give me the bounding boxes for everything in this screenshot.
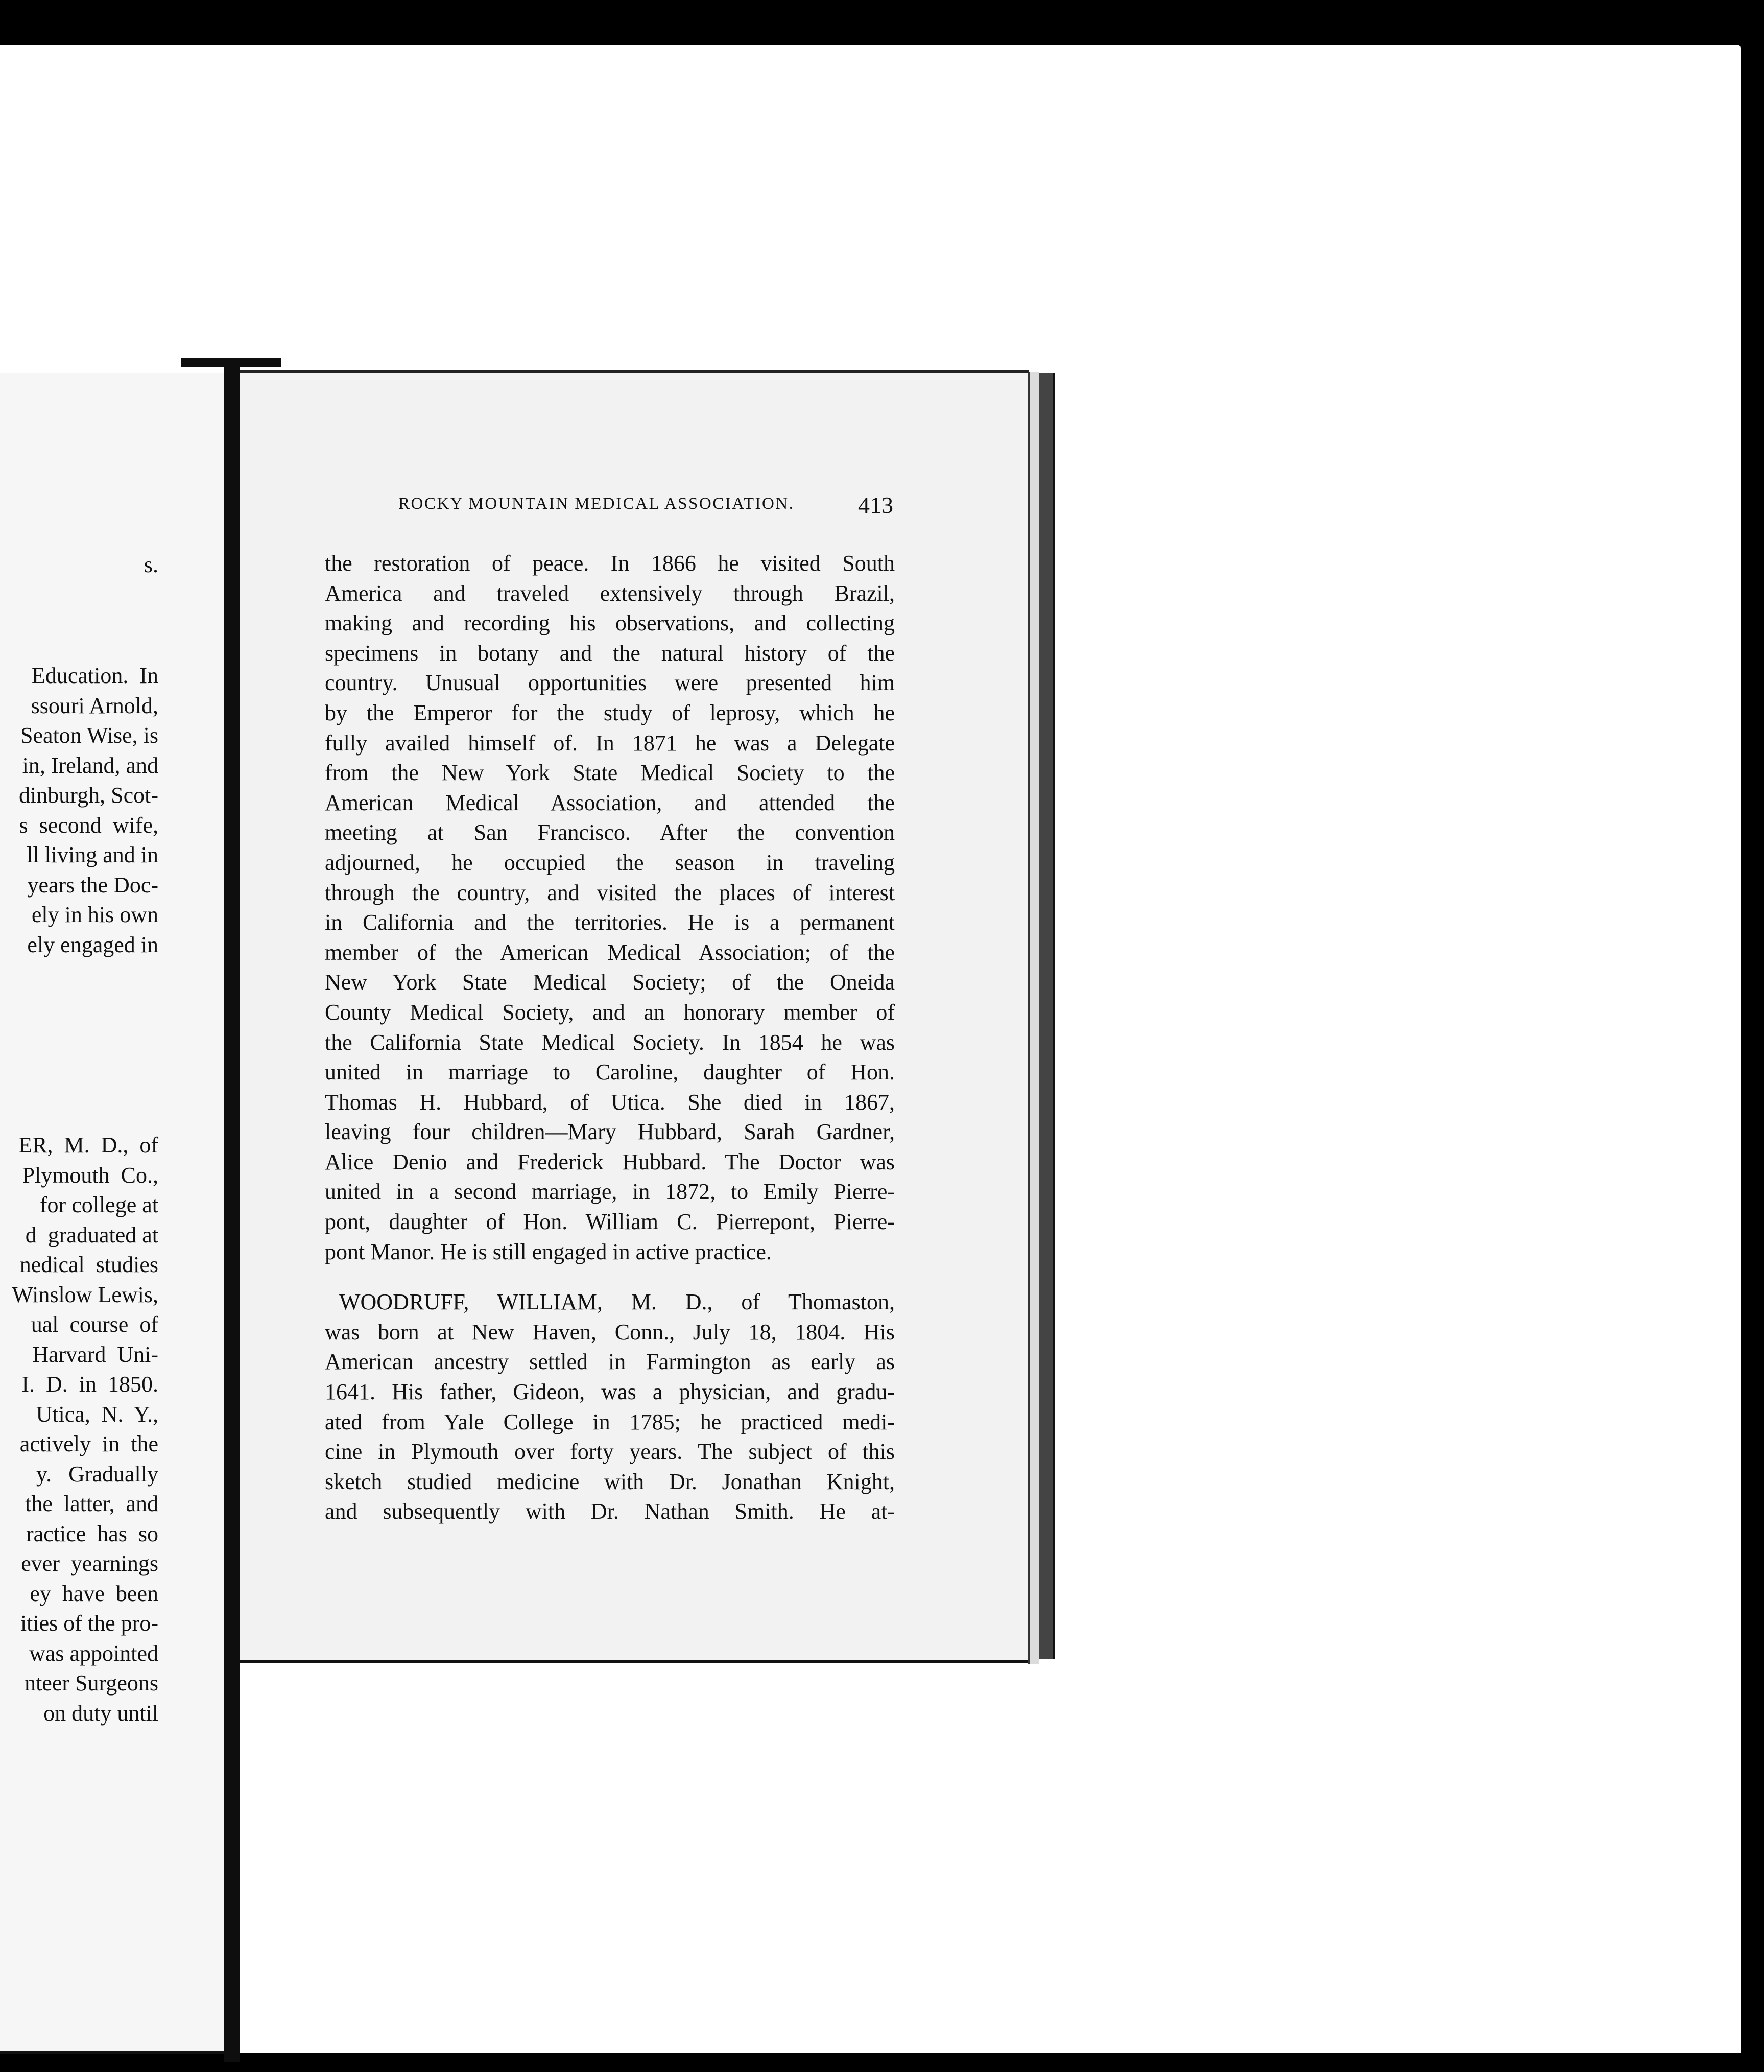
text-line: Alice Denio and Frederick Hubbard. The Doctor was — [325, 1149, 895, 1174]
text-line: in California and the territories. He is a permanent — [325, 910, 895, 935]
text-line: through the country, and visited the places of interest — [325, 880, 895, 905]
text-line: Education. In — [31, 663, 158, 688]
text-line: the latter, and — [25, 1491, 158, 1516]
text-line: the restoration of peace. In 1866 he visited South — [325, 551, 895, 576]
text-line: s second wife, — [19, 812, 158, 838]
text-line: ities of the pro- — [20, 1611, 158, 1636]
text-line: and subsequently with Dr. Nathan Smith. He at- — [325, 1499, 895, 1524]
text-line: nteer Surgeons — [25, 1670, 158, 1696]
text-line: member of the American Medical Association; of the — [325, 939, 895, 965]
text-line: pont Manor. He is still engaged in active practice. — [325, 1239, 772, 1264]
text-line: ll living and in — [27, 842, 158, 867]
text-line: ated from Yale College in 1785; he practiced medi- — [325, 1409, 895, 1434]
text-line: ER, M. D., of — [18, 1133, 158, 1158]
text-line: was born at New Haven, Conn., July 18, 1804. His — [325, 1319, 895, 1345]
text-line: on duty until — [43, 1700, 158, 1726]
text-line: making and recording his observations, and collecting — [325, 610, 895, 636]
text-line: Thomas H. Hubbard, of Utica. She died in 1867, — [325, 1089, 895, 1115]
text-line: the California State Medical Society. In 1854 he was — [325, 1029, 895, 1055]
paragraph-woodruff — [325, 1287, 895, 1527]
right-page-body — [325, 549, 895, 1527]
text-line: cine in Plymouth over forty years. The subject of this — [325, 1439, 895, 1465]
page-number: 413 — [858, 492, 893, 518]
text-line: specimens in botany and the natural history of the — [325, 640, 895, 666]
text-line: ual course of — [31, 1312, 158, 1337]
text-line: united in a second marriage, in 1872, to Emily Pierre- — [325, 1179, 895, 1205]
text-line: in, Ireland, and — [22, 752, 158, 778]
page-edge — [1028, 372, 1039, 1664]
text-line: Plymouth Co., — [22, 1162, 158, 1188]
text-line: WOODRUFF, WILLIAM, M. D., of Thomaston, — [339, 1289, 895, 1315]
text-line: ssouri Arnold, — [31, 693, 158, 718]
text-line: y. Gradually — [36, 1461, 158, 1487]
text-line: New York State Medical Society; of the Oneida — [325, 970, 895, 995]
left-page-header-fragment: s. — [144, 552, 158, 577]
text-line: American ancestry settled in Farmington as early as — [325, 1349, 895, 1375]
text-line: country. Unusual opportunities were presented him — [325, 670, 895, 696]
text-line: Seaton Wise, is — [20, 723, 158, 748]
text-line: Harvard Uni- — [32, 1341, 158, 1367]
text-line: ractice has so — [26, 1521, 158, 1546]
book-spine-cap — [181, 358, 281, 367]
text-line: ely in his own — [31, 902, 158, 927]
text-line: America and traveled extensively through Brazil, — [325, 580, 895, 606]
text-line: Winslow Lewis, — [12, 1282, 158, 1307]
text-line: ely engaged in — [27, 932, 158, 957]
text-line: actively in the — [19, 1431, 158, 1456]
text-line: Utica, N. Y., — [36, 1401, 158, 1427]
text-line: pont, daughter of Hon. William C. Pierrepont, Pierre- — [325, 1209, 895, 1235]
text-line: nedical studies — [19, 1252, 158, 1277]
text-line: American Medical Association, and attended the — [325, 790, 895, 815]
book-cover-edge — [1039, 373, 1055, 1659]
text-line: meeting at San Francisco. After the convention — [325, 820, 895, 845]
text-line: was appointed — [29, 1640, 158, 1666]
text-line: ever yearnings — [21, 1551, 158, 1576]
text-line: by the Emperor for the study of leprosy, which he — [325, 700, 895, 725]
text-line: County Medical Society, and an honorary member of — [325, 999, 895, 1025]
left-page-text — [0, 490, 158, 1788]
left-page-block-1 — [0, 661, 158, 960]
text-line: adjourned, he occupied the season in traveling — [325, 850, 895, 875]
text-line: fully availed himself of. In 1871 he was a Delegate — [325, 730, 895, 756]
text-line: years the Doc- — [27, 872, 158, 898]
book-spine — [224, 367, 240, 2062]
text-line: d graduated at — [25, 1222, 158, 1247]
running-head: ROCKY MOUNTAIN MEDICAL ASSOCIATION. — [398, 495, 795, 513]
text-line: united in marriage to Caroline, daughter of Hon. — [325, 1059, 895, 1085]
left-page-block-2 — [0, 1131, 158, 1728]
text-line: from the New York State Medical Society to the — [325, 760, 895, 786]
text-line: for college at — [39, 1192, 158, 1217]
paragraph-continuation — [325, 549, 895, 1267]
text-line: leaving four children—Mary Hubbard, Sarah Gardner, — [325, 1119, 895, 1145]
text-line: 1641. His father, Gideon, was a physician, and gradu- — [325, 1379, 895, 1405]
text-line: sketch studied medicine with Dr. Jonathan Knight, — [325, 1469, 895, 1494]
text-line: dinburgh, Scot- — [19, 783, 158, 808]
text-line: ey have been — [30, 1581, 158, 1606]
text-line: I. D. in 1850. — [21, 1372, 158, 1397]
